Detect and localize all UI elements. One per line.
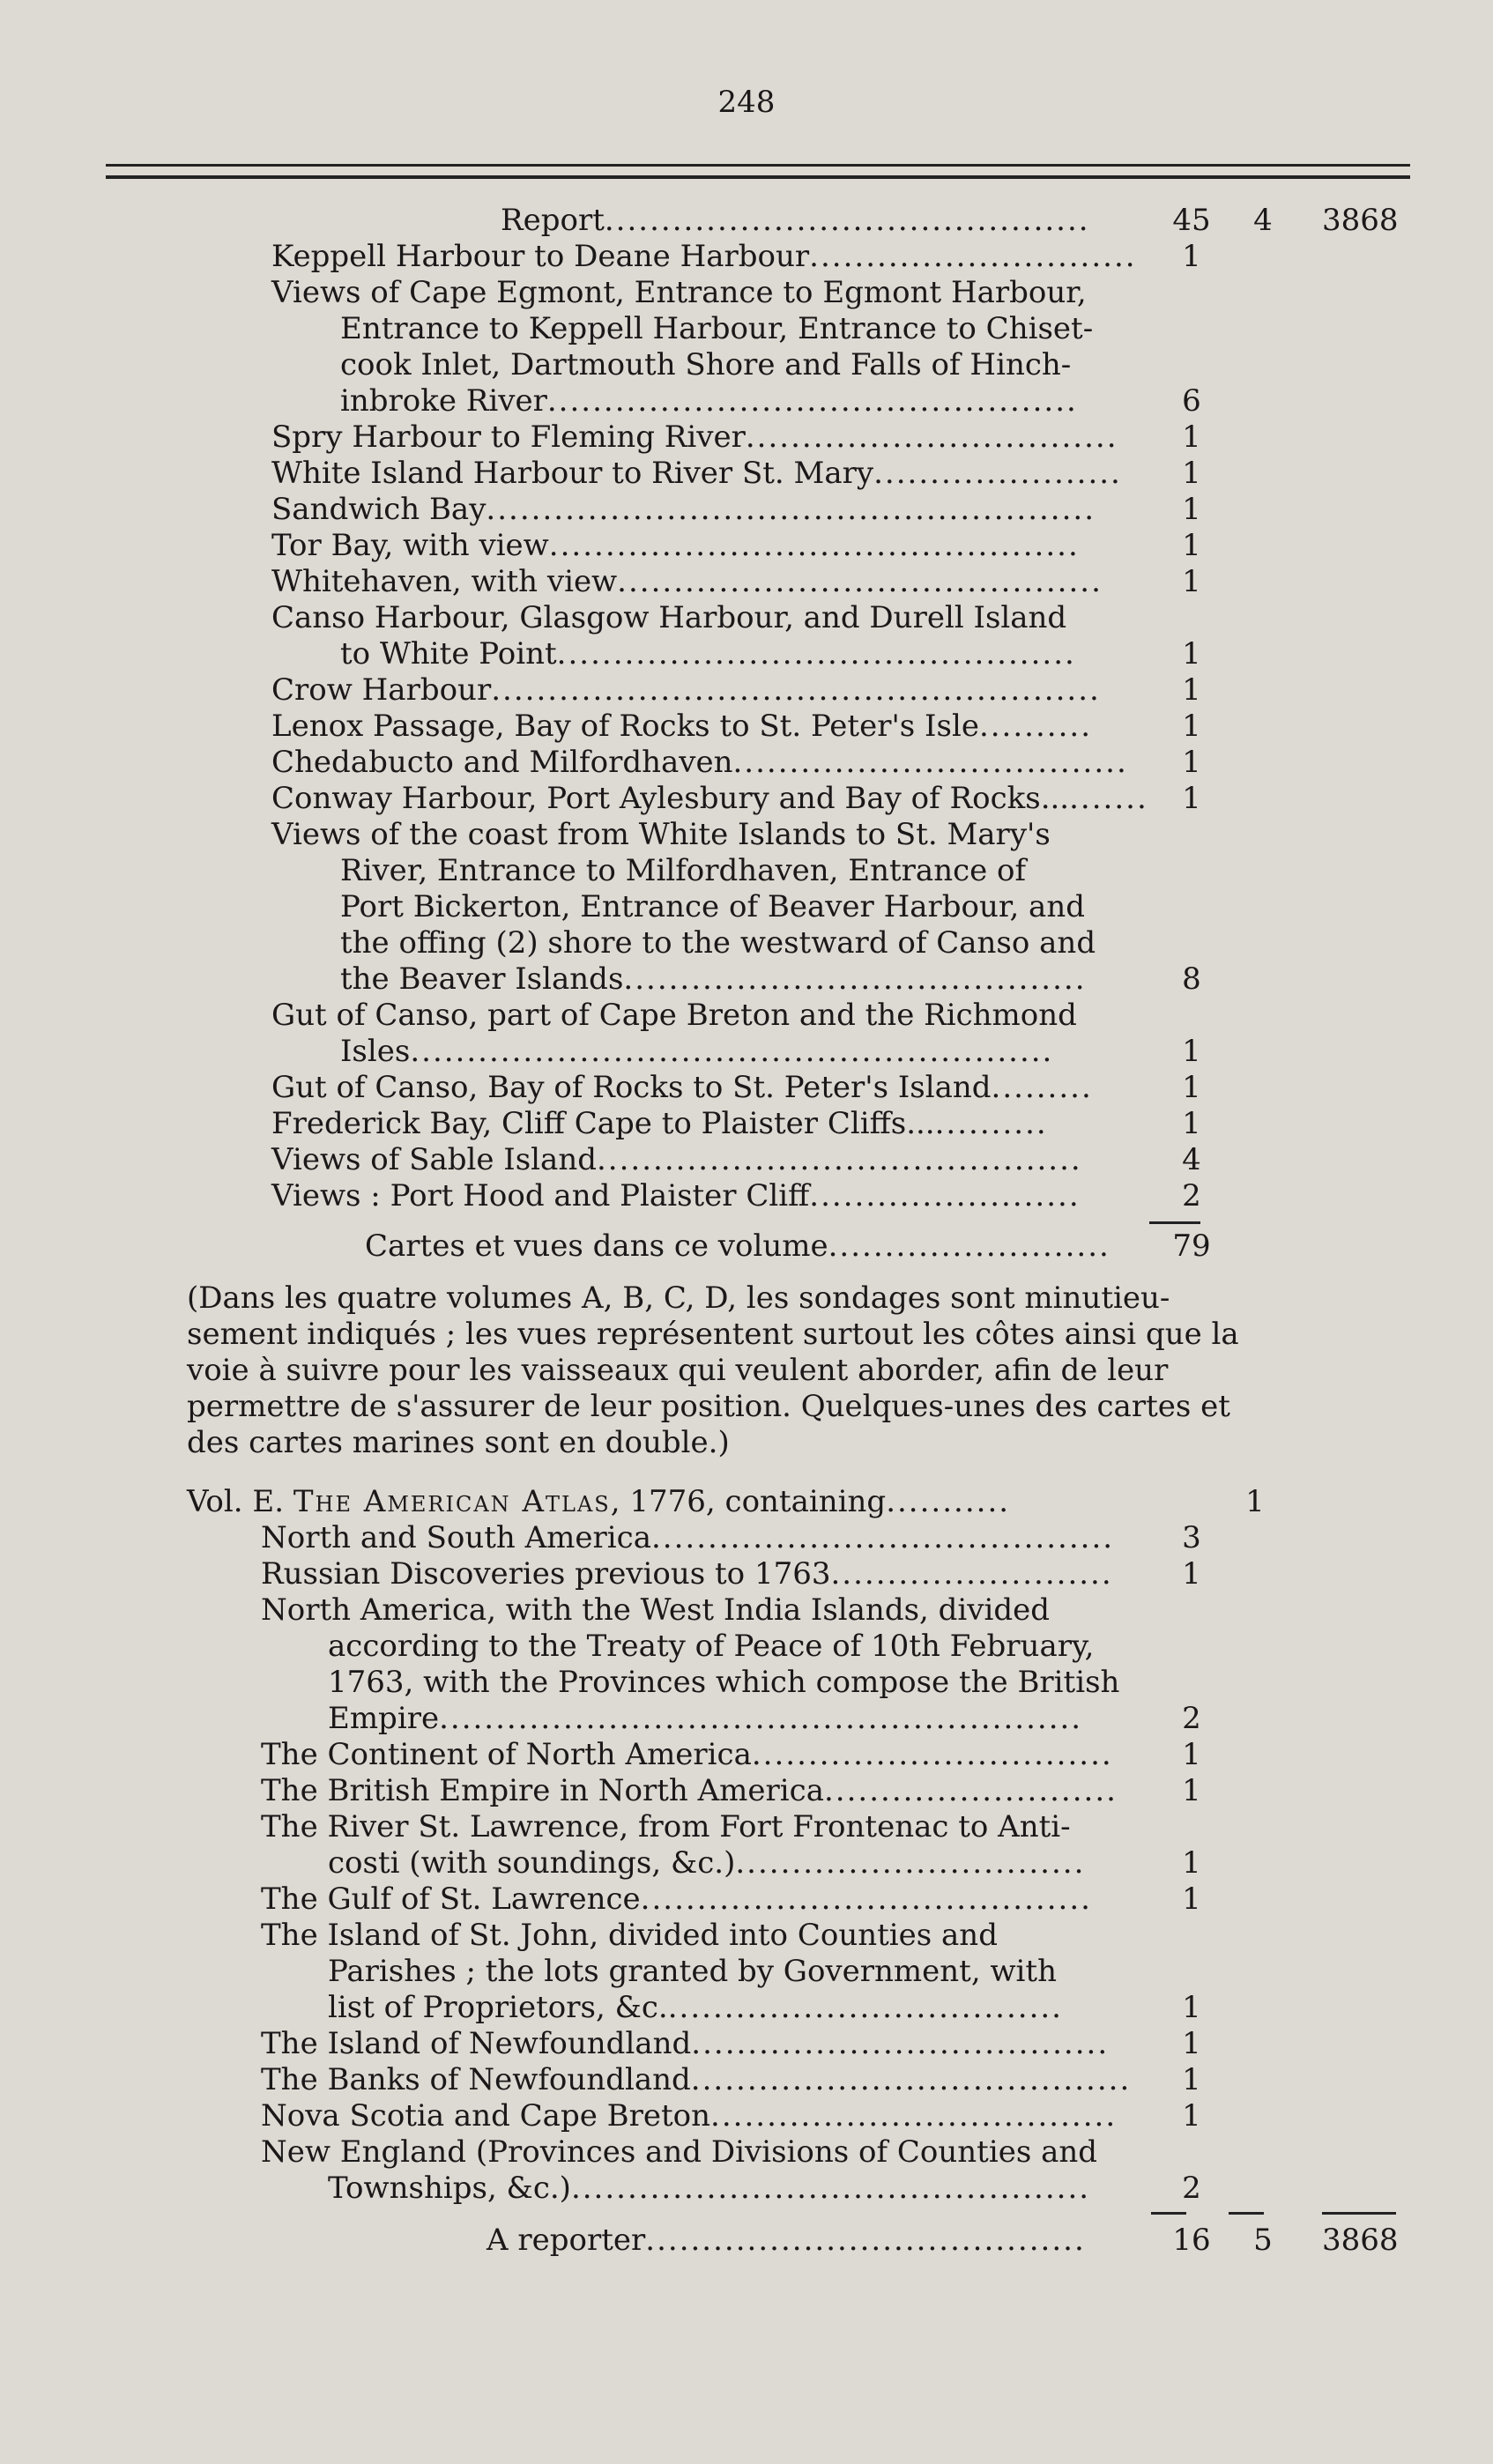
leader-dots: ................................. <box>745 419 1118 455</box>
entry-label <box>271 998 1130 1034</box>
volume-heading <box>0 1484 1493 1520</box>
note-line: (Dans les quatre volumes A, B, C, D, les sondages sont minutieu- <box>187 1280 1170 1316</box>
entry-label <box>271 1142 1130 1178</box>
entry-text: Parishes ; the lots granted by Government, with <box>328 1954 1057 1989</box>
entry-text: according to the Treaty of Peace of 10th February, <box>328 1629 1095 1664</box>
sum-rule <box>1151 2212 1186 2215</box>
leader-dots: ...................... <box>873 456 1122 491</box>
volume-heading-label <box>187 1484 1202 1520</box>
leader-dots: ................................ <box>751 1737 1113 1772</box>
entry-line <box>0 1701 1493 1737</box>
entry-text: North America, with the West India Islands, divided <box>261 1592 1051 1628</box>
entry-count: 1 <box>1182 1773 1201 1808</box>
entry-text: costi (with soundings, &c.) <box>328 1845 736 1881</box>
leader-dots: ........................ <box>809 1178 1081 1213</box>
note-line: voie à suivre pour les vaisseaux qui veulent aborder, afin de leur <box>187 1353 1169 1388</box>
entry-text: Entrance to Keppell Harbour, Entrance to Chiset- <box>340 311 1094 346</box>
entry-count: 3 <box>1182 1520 1201 1555</box>
entry-line <box>0 275 1493 311</box>
entry-label <box>340 347 1130 383</box>
report-label <box>501 203 1130 239</box>
volume-total-label <box>365 1228 1130 1265</box>
entry-line <box>0 1954 1493 1990</box>
entry-line <box>0 347 1493 383</box>
entry-label <box>340 1034 1130 1070</box>
entry-line <box>0 1520 1493 1556</box>
sum-rule <box>1229 2212 1264 2215</box>
entry-text: Townships, &c.) <box>328 2171 571 2206</box>
entry-label <box>261 2134 1130 2171</box>
entry-text: Port Bickerton, Entrance of Beaver Harbour, and <box>340 889 1085 924</box>
entry-line <box>0 564 1493 600</box>
leader-dots: ....................................... <box>690 2062 1132 2097</box>
entry-text: Views of Cape Egmont, Entrance to Egmont Harbour, <box>271 275 1087 310</box>
entry-text: Crow Harbour <box>271 672 492 708</box>
entry-label <box>261 1918 1130 1954</box>
volume-total-row <box>0 1228 1493 1265</box>
entry-count: 1 <box>1182 1106 1201 1141</box>
entry-line <box>0 311 1493 347</box>
entry-label <box>328 1990 1130 2026</box>
entry-line <box>0 853 1493 889</box>
entry-text: Whitehaven, with view <box>271 564 618 599</box>
report-n1: 45 <box>1172 203 1211 238</box>
entry-label <box>340 853 1130 889</box>
entry-text: Views of Sable Island <box>271 1142 597 1177</box>
entry-text: Gut of Canso, Bay of Rocks to St. Peter's Island <box>271 1070 992 1105</box>
entry-count: 1 <box>1182 709 1201 744</box>
entry-label <box>271 239 1137 275</box>
entry-label <box>340 889 1130 925</box>
volume-suffix: , 1776, containing <box>610 1484 887 1519</box>
entry-label <box>271 745 1130 781</box>
entry-label <box>340 311 1130 347</box>
entry-text: The Continent of North America <box>261 1737 752 1772</box>
entry-text: to White Point <box>340 636 557 672</box>
entry-line <box>0 492 1493 528</box>
entry-line <box>0 528 1493 564</box>
entry-count: 1 <box>1182 672 1201 708</box>
leader-dots: ..................................... <box>691 2026 1110 2061</box>
leader-dots: ......................................................... <box>439 1701 1083 1736</box>
entry-line <box>0 1881 1493 1918</box>
entry-line <box>0 636 1493 672</box>
entry-count: 1 <box>1182 419 1201 455</box>
entry-text: cook Inlet, Dartmouth Shore and Falls of Hinch- <box>340 347 1072 382</box>
entry-count: 1 <box>1182 456 1201 491</box>
entry-line <box>0 2134 1493 2171</box>
entry-count: 1 <box>1182 239 1201 274</box>
entry-label <box>271 492 1130 528</box>
leader-dots: ....... <box>1069 781 1148 816</box>
entry-text: the Beaver Islands <box>340 961 624 997</box>
entry-count: 1 <box>1182 1556 1201 1592</box>
leader-dots: ........................................... <box>617 564 1103 599</box>
entry-line <box>0 1106 1493 1142</box>
entry-label <box>271 781 1148 817</box>
entry-count: 1 <box>1182 745 1201 780</box>
entry-line <box>0 1070 1493 1106</box>
leader-dots: ........................................ <box>640 1881 1092 1917</box>
entry-text: River, Entrance to Milfordhaven, Entrance of <box>340 853 1027 888</box>
entry-text: Empire <box>328 1701 440 1736</box>
entry-line <box>0 456 1493 492</box>
volume-count: 1 <box>1245 1484 1265 1519</box>
entry-line <box>0 1845 1493 1881</box>
volume-total-text: Cartes et vues dans ce volume <box>365 1228 828 1264</box>
sum-rule <box>1322 2212 1396 2215</box>
entry-line <box>0 998 1493 1034</box>
entry-count: 4 <box>1182 1142 1201 1177</box>
report-n3: 3868 <box>1322 203 1399 238</box>
entry-label <box>261 1809 1130 1845</box>
entry-text: inbroke River <box>340 383 547 419</box>
page-number: 248 <box>717 85 776 120</box>
entry-line <box>0 1809 1493 1845</box>
entry-label <box>271 275 1130 311</box>
entry-text: the offing (2) shore to the westward of Canso and <box>340 925 1096 961</box>
entry-text: New England (Provinces and Divisions of Counties and <box>261 2134 1098 2170</box>
entry-count: 1 <box>1182 781 1201 816</box>
entry-label <box>328 1845 1130 1881</box>
entry-label <box>328 1665 1130 1701</box>
entry-text: Isles <box>340 1034 411 1069</box>
entry-label <box>271 817 1130 853</box>
leader-dots: ........................................... <box>597 1142 1082 1177</box>
entry-count: 1 <box>1182 2062 1201 2097</box>
entry-text: Views : Port Hood and Plaister Cliff <box>271 1178 810 1213</box>
entry-label <box>271 600 1130 636</box>
entry-count: 2 <box>1182 1178 1201 1213</box>
volume-total-count: 79 <box>1172 1228 1211 1264</box>
entry-count: 1 <box>1182 1737 1201 1772</box>
entry-text: Canso Harbour, Glasgow Harbour, and Durell Island <box>271 600 1067 635</box>
leader-dots: ............................... <box>735 1845 1086 1881</box>
note-paragraph <box>187 1280 1273 1461</box>
entry-label <box>261 2026 1130 2062</box>
entry-label <box>271 564 1130 600</box>
entry-count: 2 <box>1182 1701 1201 1736</box>
entry-text: White Island Harbour to River St. Mary <box>271 456 874 491</box>
entry-text: The British Empire in North America <box>261 1773 824 1808</box>
entry-line <box>0 239 1493 275</box>
entry-count: 1 <box>1182 1845 1201 1881</box>
leader-dots: ........... <box>886 1484 1011 1519</box>
entry-count: 1 <box>1182 1881 1201 1917</box>
header-rule <box>106 164 1410 179</box>
entry-text: Frederick Bay, Cliff Cape to Plaister Cliffs... <box>271 1106 935 1141</box>
leader-dots: ............................................... <box>546 383 1078 419</box>
entry-label <box>261 1881 1130 1918</box>
entry-label <box>271 456 1130 492</box>
entry-line <box>0 1990 1493 2026</box>
report-text: Report <box>501 203 605 238</box>
entry-label <box>340 383 1130 419</box>
entry-label <box>271 1070 1130 1106</box>
entry-text: Sandwich Bay <box>271 492 487 527</box>
entry-label <box>271 1106 1130 1142</box>
leader-dots: .............................................. <box>556 636 1076 672</box>
entry-count: 1 <box>1182 564 1201 599</box>
volume-title: The American Atlas <box>293 1484 611 1519</box>
entry-text: Lenox Passage, Bay of Rocks to St. Peter's Isle <box>271 709 979 744</box>
leader-dots: ......................................... <box>650 1520 1115 1555</box>
entry-count: 1 <box>1182 1034 1201 1069</box>
entry-text: The Island of St. John, divided into Counties and <box>261 1918 998 1953</box>
leader-dots: .......... <box>934 1106 1048 1141</box>
leader-dots: ......................... <box>828 1228 1110 1264</box>
entry-label <box>261 1773 1130 1809</box>
carry-n2: 5 <box>1253 2223 1273 2258</box>
leader-dots: ...................................................... <box>491 672 1101 708</box>
entry-label <box>261 1520 1130 1556</box>
leader-dots: .............................................. <box>570 2171 1091 2206</box>
entry-text: Chedabucto and Milfordhaven <box>271 745 733 780</box>
entry-label <box>271 672 1130 709</box>
entry-label <box>328 1701 1130 1737</box>
entry-line <box>0 1737 1493 1773</box>
entry-text: Nova Scotia and Cape Breton <box>261 2098 711 2134</box>
entry-count: 1 <box>1182 492 1201 527</box>
entry-line <box>0 2062 1493 2098</box>
entry-text: 1763, with the Provinces which compose the British <box>328 1665 1120 1700</box>
carry-n1: 16 <box>1172 2223 1211 2258</box>
entry-label <box>271 419 1130 456</box>
leader-dots: ............................. <box>809 239 1137 274</box>
entry-label <box>340 961 1130 998</box>
leader-dots: ......................................................... <box>410 1034 1054 1069</box>
sum-rule <box>1149 1221 1200 1224</box>
entry-line <box>0 1665 1493 1701</box>
entry-label <box>261 1592 1130 1629</box>
entry-label <box>261 1737 1130 1773</box>
leader-dots: ............................................... <box>548 528 1080 563</box>
carry-forward-text: A reporter <box>487 2223 646 2258</box>
leader-dots: .................................... <box>710 2098 1118 2134</box>
entry-line <box>0 383 1493 419</box>
carry-forward-row <box>0 2223 1493 2259</box>
entry-text: Tor Bay, with view <box>271 528 549 563</box>
entry-count: 1 <box>1182 528 1201 563</box>
entry-label <box>328 1629 1130 1665</box>
entry-text: Spry Harbour to Fleming River <box>271 419 746 455</box>
leader-dots: ......................... <box>830 1556 1113 1592</box>
entry-line <box>0 1178 1493 1214</box>
note-line: des cartes marines sont en double.) <box>187 1425 730 1460</box>
entry-count: 1 <box>1182 2026 1201 2061</box>
note-line: permettre de s'assurer de leur position. Quelques-unes des cartes et <box>187 1389 1230 1424</box>
leader-dots: ....................................... <box>645 2223 1086 2258</box>
entry-line <box>0 781 1493 817</box>
entry-label <box>261 2062 1130 2098</box>
entry-label <box>261 2098 1130 2134</box>
entry-text: Gut of Canso, part of Cape Breton and the Richmond <box>271 998 1077 1033</box>
leader-dots: ...................................................... <box>486 492 1096 527</box>
entry-count: 2 <box>1182 2171 1201 2206</box>
entry-text: Keppell Harbour to Deane Harbour <box>271 239 810 274</box>
volume-prefix: Vol. E. <box>187 1484 285 1519</box>
entry-line <box>0 925 1493 961</box>
entry-count: 8 <box>1182 961 1201 997</box>
entry-label <box>328 1954 1130 1990</box>
report-n2: 4 <box>1253 203 1273 238</box>
entry-line <box>0 2026 1493 2062</box>
entry-count: 6 <box>1182 383 1201 419</box>
entry-text: The Island of Newfoundland <box>261 2026 692 2061</box>
entry-line <box>0 1918 1493 1954</box>
entry-text: The Banks of Newfoundland <box>261 2062 691 2097</box>
entry-count: 1 <box>1182 1990 1201 2025</box>
entry-label <box>261 1556 1130 1592</box>
entry-line <box>0 1142 1493 1178</box>
entry-text: Views of the coast from White Islands to St. Mary's <box>271 817 1051 852</box>
entry-label <box>271 528 1130 564</box>
entry-line <box>0 1773 1493 1809</box>
entry-text: Russian Discoveries previous to 1763 <box>261 1556 831 1592</box>
entry-text: Conway Harbour, Port Aylesbury and Bay of Rocks... <box>271 781 1070 816</box>
leader-dots: .......... <box>978 709 1093 744</box>
leader-dots: ................................... <box>667 1990 1063 2025</box>
carry-n3: 3868 <box>1322 2223 1399 2258</box>
entry-line <box>0 2098 1493 2134</box>
leader-dots: .......................... <box>823 1773 1118 1808</box>
entry-label <box>340 925 1130 961</box>
entry-count: 1 <box>1182 2098 1201 2134</box>
entry-line <box>0 419 1493 456</box>
leader-dots: ................................... <box>732 745 1128 780</box>
entry-line <box>0 889 1493 925</box>
leader-dots: ........................................... <box>604 203 1090 238</box>
entry-count: 1 <box>1182 636 1201 672</box>
entry-line <box>0 961 1493 998</box>
entry-text: The Gulf of St. Lawrence <box>261 1881 641 1917</box>
entry-line <box>0 1556 1493 1592</box>
report-row <box>0 203 1493 239</box>
entry-label <box>271 1178 1130 1214</box>
entry-line <box>0 600 1493 636</box>
entry-label <box>271 709 1130 745</box>
leader-dots: ......................................... <box>623 961 1087 997</box>
note-line: sement indiqués ; les vues représentent surtout les côtes ainsi que la <box>187 1317 1239 1352</box>
entry-line <box>0 1592 1493 1629</box>
entry-text: list of Proprietors, &c. <box>328 1990 668 2025</box>
carry-forward-label <box>487 2223 1130 2259</box>
entry-line <box>0 745 1493 781</box>
entry-text: North and South America <box>261 1520 651 1555</box>
entry-line <box>0 709 1493 745</box>
entry-line <box>0 1629 1493 1665</box>
entry-line <box>0 2171 1493 2207</box>
entry-text: The River St. Lawrence, from Fort Frontenac to Anti- <box>261 1809 1071 1844</box>
entry-count: 1 <box>1182 1070 1201 1105</box>
entry-label <box>328 2171 1130 2207</box>
entry-line <box>0 817 1493 853</box>
leader-dots: ......... <box>991 1070 1093 1105</box>
entry-label <box>340 636 1130 672</box>
entry-line <box>0 672 1493 709</box>
entry-line <box>0 1034 1493 1070</box>
